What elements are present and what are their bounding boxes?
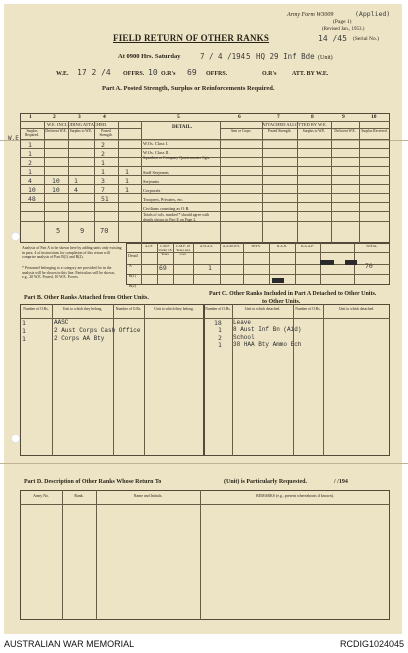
handwritten-figure: 4 <box>74 186 78 194</box>
column-heading: Surplus Received. <box>361 129 388 133</box>
analysis-heading: C.M.F. Under 18 Years <box>158 244 172 256</box>
detail-label: Corporals <box>143 188 161 193</box>
analysis-heading: R.A.A.F. <box>301 244 314 248</box>
handwritten-total: 70 <box>365 262 373 270</box>
archive-ref: RCDIG1024045 <box>339 639 404 649</box>
column-number: 4 <box>103 114 106 120</box>
handwritten-figure: 2 <box>101 141 105 149</box>
part-d-title: Part D. Description of Other Ranks Whose Return To <box>24 479 162 485</box>
column-heading: Deficient W.E. <box>45 129 67 133</box>
column-heading: Surplus Required. <box>24 129 40 138</box>
analysis-heading: A.I.F. <box>145 244 153 248</box>
fold-line <box>0 463 408 464</box>
column-number: 1 <box>29 114 32 120</box>
part-a-title: Part A. Posted Strength, Surplus or Reinforcements Required. <box>102 85 275 92</box>
column-number: 6 <box>238 114 241 120</box>
attached-unit: 2 Corps AA Bty <box>54 335 105 342</box>
ors2-label: O.R's <box>262 71 277 77</box>
ors-label: O.R's <box>161 71 176 77</box>
detached-unit: Leave <box>233 319 252 326</box>
detail-label: Detail <box>128 253 138 258</box>
redaction-mark <box>272 278 284 283</box>
column-rule <box>52 304 53 456</box>
analysis-row-label: A <box>129 264 132 268</box>
part-b-title: Part B. Other Ranks Attached from Other Units. <box>24 295 149 301</box>
column-heading: Deficient W.E. <box>334 129 356 133</box>
column-rule <box>331 121 332 243</box>
detail-label: Troopers, Privates, etc. <box>143 197 184 202</box>
handwritten-figure: 1 <box>74 177 78 185</box>
column-number: 7 <box>277 114 280 120</box>
detail-label: DETAIL. <box>172 125 193 130</box>
handwritten-figure: 4 <box>28 177 32 185</box>
column-heading: Surplus to W.E. <box>302 129 326 133</box>
handwritten-figure: 1 <box>101 159 105 167</box>
analysis-heading: SETS. <box>251 244 261 248</box>
row-rule <box>20 166 390 167</box>
handwritten-total: 5 <box>56 227 61 235</box>
column-rule <box>62 490 63 620</box>
part-c-heading: Number of O.Rs. <box>295 307 321 311</box>
handwritten-figure: 1 <box>208 264 212 272</box>
column-number: 3 <box>78 114 81 120</box>
handwritten-figure: 1 <box>28 141 32 149</box>
column-rule <box>323 304 324 456</box>
part-d-table <box>20 490 390 620</box>
attached-unit: 2 Aust Corps Cash Office <box>54 327 141 334</box>
detached-count: 2 <box>218 334 222 342</box>
handwritten-figure: 1 <box>101 168 105 176</box>
part-c-title-2: to Other Units. <box>262 299 301 305</box>
row-rule <box>126 274 390 275</box>
column-rule <box>141 121 142 243</box>
handwritten-figure: 51 <box>101 195 109 203</box>
part-c-heading: Unit to which detached. <box>244 307 281 311</box>
attached-unit: AASC <box>54 319 69 326</box>
handwritten-figure: 10 <box>52 177 60 185</box>
handwritten-figure: 1 <box>125 177 129 185</box>
attached-group-label: ATTACHED ALLOTTED BY W.E. <box>262 122 327 127</box>
detached-count: 1 <box>218 341 222 349</box>
detail-label: W.Os. Class II. <box>143 150 170 155</box>
part-d-heading: Rank. <box>74 494 84 498</box>
analysis-heading: C.M.F. 18 Years and over. <box>175 244 191 256</box>
row-rule <box>20 148 390 149</box>
part-b-heading: Unit to which they belong. <box>154 307 194 311</box>
analysis-heading: TOTAL. <box>365 244 378 248</box>
detached-unit: 38 HAA Bty Ammo Ech <box>233 341 302 348</box>
handwritten-figure: 10 <box>28 186 36 194</box>
part-b-heading: Number of O.Rs. <box>23 307 49 311</box>
handwritten-figure: 1 <box>28 168 32 176</box>
we-group-label: W.E. INCLUDING ATTACHED. <box>47 122 108 127</box>
we-value: 17 2 /4 <box>77 68 111 77</box>
handwritten-figure: 48 <box>28 195 36 203</box>
unit-label: (Unit) <box>318 55 333 61</box>
page-ref: (Page 1) <box>333 19 352 25</box>
detail-label: Civilians counting as O.R. <box>143 206 190 211</box>
detail-label: Staff Serjeants <box>143 170 169 175</box>
column-rule <box>297 121 298 243</box>
handwritten-figure: 1 <box>125 186 129 194</box>
unit-value: HQ 29 Inf Bde <box>256 52 315 61</box>
ors-value: 69 <box>187 68 197 77</box>
handwritten-figure: 1 <box>28 150 32 158</box>
punch-hole-bottom <box>11 434 20 443</box>
column-rule <box>96 490 97 620</box>
we-label: W.E. <box>56 71 69 77</box>
part-d-title-mid: (Unit) is Particularly Requested. <box>224 479 307 485</box>
margin-annotation: W.E. <box>8 135 23 142</box>
at-label: At 0900 Hrs. Saturday <box>118 53 181 60</box>
column-number: 9 <box>342 114 345 120</box>
part-d-title-end: / /194 <box>334 479 348 485</box>
detail-label: Totals of cols. marked * should agree with details shown in Part E on Page 2. <box>143 213 210 222</box>
handwritten-figure: 2 <box>28 159 32 167</box>
column-heading: Posted Strength. <box>267 129 292 133</box>
offrs-value: 10 <box>148 68 158 77</box>
handwritten-figure: 69 <box>159 264 167 272</box>
detail-label: Squadron or Company Quartermaster Sgts. <box>143 156 211 160</box>
attached-count: 1 <box>22 319 26 327</box>
column-number: 10 <box>371 114 377 120</box>
column-heading: Posted Strength. <box>99 129 113 138</box>
analysis-heading: A.A.M.W.S. <box>222 244 241 248</box>
handwritten-total: 9 <box>80 227 85 235</box>
archive-footer <box>0 636 408 653</box>
detached-count: 1 <box>218 326 222 334</box>
revised-date: (Revised Jan., 1953.) <box>322 27 365 32</box>
column-heading: Surplus to W.E. <box>69 129 93 133</box>
army-form-label: Army Form W3009 <box>287 12 334 18</box>
row-rule <box>20 318 390 319</box>
analysis-row-label: B(2) <box>129 284 136 288</box>
redaction-mark <box>345 260 357 265</box>
row-rule <box>20 504 390 505</box>
handwritten-figure: 7 <box>101 186 105 194</box>
column-rule <box>262 121 263 243</box>
analysis-row-label: B(1) <box>129 274 136 278</box>
handwritten-figure: 1 <box>125 168 129 176</box>
analysis-heading: A.W.A.S. <box>199 244 214 248</box>
column-rule <box>118 121 119 243</box>
serial-label: (Serial No.) <box>353 36 379 42</box>
year-value: 5 <box>246 52 251 61</box>
analysis-note: Analysis of Part A to be shown here by adding units only existing in para. 4 of instructions for completion of this return will comprise analysis of Part B(1) and B(2). <box>22 246 122 260</box>
handwritten-figure: 2 <box>101 150 105 158</box>
detail-label: W.Os. Class I. <box>143 141 169 146</box>
part-c-heading: Unit to which detached. <box>338 307 375 311</box>
detached-unit: School <box>233 334 255 341</box>
date-value: 7 / 4 /194 <box>200 52 246 61</box>
army-form-note: (Applied) <box>355 10 391 18</box>
column-rule <box>44 121 45 243</box>
column-number: 5 <box>177 114 180 120</box>
punch-hole-top <box>11 232 20 241</box>
column-rule <box>200 490 201 620</box>
part-d-heading: Army No. <box>33 494 49 498</box>
analysis-note-2: * Personnel belonging to a category are provided for in the analysis will be shown in this line. Particulars will be shown, e.g., 20 W.E. Posted, 10 W.E. Forces. <box>22 266 115 280</box>
attached-count: 1 <box>22 335 26 343</box>
part-d-heading: REMARKS (e.g., present whereabouts if known). <box>256 494 334 498</box>
detached-count: 18 <box>214 319 222 327</box>
column-rule <box>144 304 145 456</box>
attached-count: 1 <box>22 327 26 335</box>
handwritten-figure: 10 <box>52 186 60 194</box>
detail-label: Serjeants <box>143 179 160 184</box>
offrs2-label: OFFRS. <box>206 71 228 77</box>
redaction-mark <box>320 260 334 265</box>
column-heading: Arm or Corps. <box>230 129 252 133</box>
column-rule <box>220 121 221 243</box>
column-rule <box>68 121 69 243</box>
part-c-heading: Number of O.Rs. <box>205 307 231 311</box>
column-number: 8 <box>311 114 314 120</box>
form-title: FIELD RETURN OF OTHER RANKS <box>113 33 270 43</box>
analysis-heading: R.A.N. <box>276 244 287 248</box>
offrs-label: OFFRS. <box>123 71 145 77</box>
column-rule <box>94 121 95 243</box>
part-d-heading: Name and Initials. <box>133 494 163 498</box>
archive-name: AUSTRALIAN WAR MEMORIAL <box>4 639 135 649</box>
serial-number: 14 /45 <box>318 34 347 43</box>
part-c-title: Part C. Other Ranks Included in Part A Detached to Other Units. <box>209 291 377 297</box>
detached-unit: 8 Aust Inf Bn (Aid) <box>233 326 302 333</box>
handwritten-total: 70 <box>100 227 109 235</box>
part-b-heading: Unit to which they belong. <box>62 307 103 311</box>
column-number: 2 <box>53 114 56 120</box>
att-label: ATT. BY W.E. <box>292 71 329 77</box>
column-rule <box>359 121 360 243</box>
part-b-heading: Number of O.Rs. <box>115 307 142 311</box>
handwritten-figure: 3 <box>101 177 105 185</box>
